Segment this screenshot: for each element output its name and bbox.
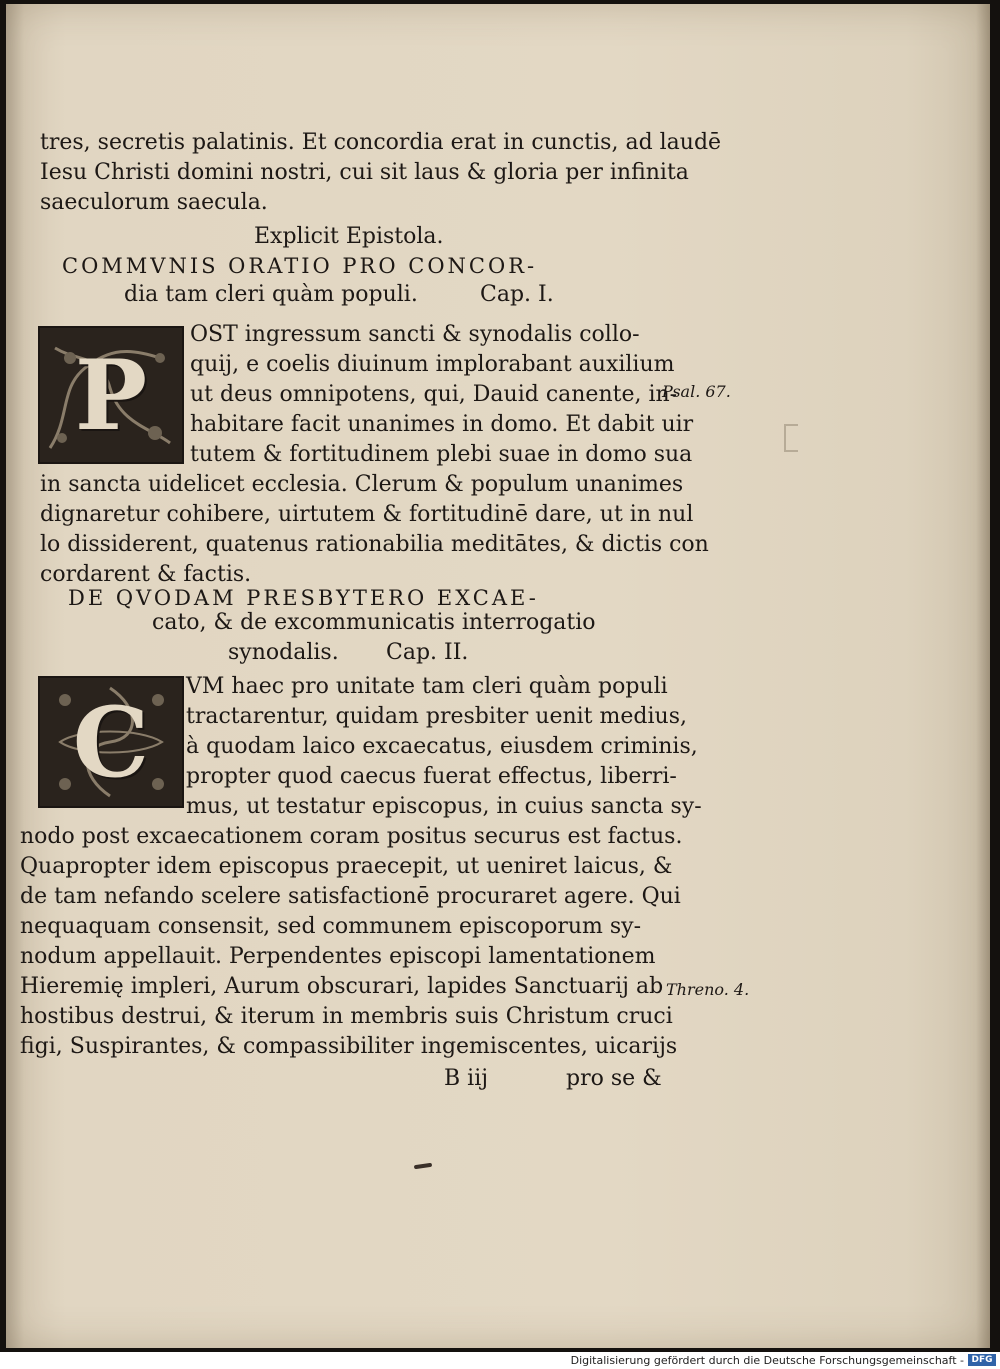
catchword: pro se & [566, 1066, 662, 1091]
text-line: propter quod caecus fuerat effectus, liberri- [186, 764, 677, 789]
text-line: nequaquam consensit, sed communem episcoporum sy- [20, 914, 642, 939]
text-line: de tam nefando scelere satisfactionē procuraret agere. Qui [20, 884, 681, 909]
margin-note-threni: Threno. 4. [666, 980, 750, 999]
text-line: OST ingressum sancti & synodalis collo- [190, 322, 640, 347]
margin-note-psalm: Psal. 67. [662, 382, 731, 401]
text-line: tres, secretis palatinis. Et concordia erat in cunctis, ad laudē [40, 130, 722, 155]
text-line: mus, ut testatur episcopus, in cuius sancta sy- [186, 794, 702, 819]
text-line: in sancta uidelicet ecclesia. Clerum & populum unanimes [40, 472, 684, 497]
text-line: figi, Suspirantes, & compassibiliter ingemiscentes, uicarijs [20, 1034, 678, 1059]
text-line: hostibus destrui, & iterum in membris suis Christum cruci [20, 1004, 673, 1029]
text-line: tutem & fortitudinem plebi suae in domo sua [190, 442, 693, 467]
text-line: habitare facit unanimes in domo. Et dabit uir [190, 412, 694, 437]
text-line: Quapropter idem episcopus praecepit, ut ueniret laicus, & [20, 854, 673, 879]
page-edge-shadow [976, 4, 990, 1348]
chapter-heading-2-sub: cato, & de excommunicatis interrogatio [152, 610, 596, 635]
explicit-line: Explicit Epistola. [254, 224, 444, 249]
initial-letter: P [74, 338, 148, 452]
initial-letter: C [72, 685, 150, 799]
margin-bracket-mark [784, 424, 798, 452]
text-line: lo dissiderent, quatenus rationabilia meditātes, & dictis con [40, 532, 709, 557]
book-page [6, 4, 990, 1348]
text-line: quij, e coelis diuinum implorabant auxilium [190, 352, 675, 377]
ornamental-initial-p [38, 326, 184, 464]
text-line: à quodam laico excaecatus, eiusdem criminis, [186, 734, 698, 759]
ink-mark [414, 1163, 432, 1169]
text-line: Iesu Christi domini nostri, cui sit laus & gloria per infinita [40, 160, 689, 185]
text-line: cordarent & factis. [40, 562, 252, 587]
signature-mark: B iij [444, 1066, 489, 1091]
text-line: nodum appellauit. Perpendentes episcopi lamentationem [20, 944, 656, 969]
chapter-heading-1-sub: dia tam cleri quàm populi. [124, 282, 418, 307]
chapter-heading-1: COMMVNIS ORATIO PRO CONCOR- [62, 254, 538, 278]
footer-credit: Digitalisierung gefördert durch die Deutsche Forschungsgemeinschaft - [570, 1354, 964, 1367]
text-line: Hieremię impleri, Aurum obscurari, lapides Sanctuarij ab [20, 974, 664, 999]
digitization-footer [0, 1352, 1000, 1369]
text-line: ut deus omnipotens, qui, Dauid canente, in- [190, 382, 678, 407]
text-line: nodo post excaecationem coram positus securus est factus. [20, 824, 683, 849]
text-line: dignaretur cohibere, uirtutem & fortitudinē dare, ut in nul [40, 502, 694, 527]
chapter-number-1: Cap. I. [480, 282, 554, 307]
text-line: tractarentur, quidam presbiter uenit medius, [186, 704, 687, 729]
chapter-heading-2: DE QVODAM PRESBYTERO EXCAE- [68, 586, 539, 610]
ornamental-initial-c [38, 676, 184, 808]
text-line: VM haec pro unitate tam cleri quàm populi [186, 674, 668, 699]
chapter-number-2: Cap. II. [386, 640, 469, 665]
dfg-logo-icon: DFG [968, 1354, 996, 1366]
text-line: saeculorum saecula. [40, 190, 268, 215]
chapter-heading-2-sub: synodalis. [228, 640, 339, 665]
